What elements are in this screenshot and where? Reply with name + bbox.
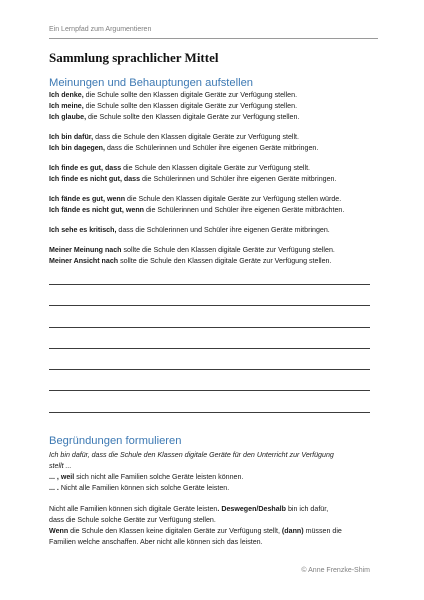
- phrase-line: Ich finde es gut, dass die Schule den Klassen digitale Geräte zur Verfügung stellt.: [49, 164, 311, 172]
- phrase-line: Meiner Meinung nach sollte die Schule den Klassen digitale Geräte zur Verfügung stellen.: [49, 246, 335, 254]
- writing-line: [49, 305, 370, 306]
- phrase-line: Ich finde es nicht gut, dass die Schülerinnen und Schüler ihre eigenen Geräte mitbringen.: [49, 175, 337, 183]
- phrase-group-1: [49, 90, 389, 123]
- page-title: Sammlung sprachlicher Mittel: [49, 50, 219, 65]
- phrase-line: Ich fände es gut, wenn die Schule den Klassen digitale Geräte zur Verfügung stellen würde.: [49, 195, 342, 203]
- writing-line: [49, 369, 370, 370]
- phrase-line: Nicht alle Familien können sich digitale Geräte leisten. Deswegen/Deshalb bin ich dafür,: [49, 505, 329, 513]
- phrase-line: Ich glaube, die Schule sollte den Klassen digitale Geräte zur Verfügung stellen.: [49, 113, 300, 121]
- section-heading-opinions: Meinungen und Behauptungen aufstellen: [49, 77, 254, 89]
- phrase-group-4: [49, 194, 389, 216]
- phrase-line: Meiner Ansicht nach sollte die Schule den Klassen digitale Geräte zur Verfügung stellen.: [49, 257, 332, 265]
- phrase-line: Wenn die Schule den Klassen keine digitalen Geräte zur Verfügung stellt, (dann) müssen die: [49, 527, 342, 535]
- phrase-line: Familien welche anschaffen. Aber nicht alle können sich das leisten.: [49, 538, 263, 546]
- phrase-group-6: [49, 245, 389, 267]
- phrase-group-5: [49, 225, 389, 236]
- page-header: Ein Lernpfad zum Argumentieren: [49, 26, 152, 33]
- reasons-intro: Ich bin dafür, dass die Schule den Klassen digitale Geräte für den Unterricht zur Verfügung stellt ... ... , weil sich nicht alle Familien solche Geräte leisten können. ... . Nicht alle Familien können sich solche Geräte leisten.: [49, 450, 389, 494]
- section-heading-reasons: Begründungen formulieren: [49, 435, 182, 447]
- writing-line: [49, 327, 370, 328]
- phrase-line: Ich meine, die Schule sollte den Klassen digitale Geräte zur Verfügung stellen.: [49, 102, 298, 110]
- phrase-line: Ich denke, die Schule sollte den Klassen digitale Geräte zur Verfügung stellen.: [49, 91, 298, 99]
- phrase-line: Ich fände es nicht gut, wenn die Schülerinnen und Schüler ihre eigenen Geräte mitbrächten.: [49, 206, 345, 214]
- phrase-group-3: [49, 163, 389, 185]
- phrase-line: Ich sehe es kritisch, dass die Schülerinnen und Schüler ihre eigenen Geräte mitbringen.: [49, 226, 330, 234]
- writing-line: [49, 284, 370, 285]
- phrase-line: ... , weil sich nicht alle Familien solche Geräte leisten können.: [49, 473, 244, 481]
- phrase-line: dass die Schule solche Geräte zur Verfügung stellen.: [49, 516, 216, 524]
- writing-line: [49, 348, 370, 349]
- writing-line: [49, 412, 370, 413]
- phrase-line: Ich bin dagegen, dass die Schülerinnen und Schüler ihre eigenen Geräte mitbringen.: [49, 144, 319, 152]
- page-footer: © Anne Frenzke-Shim: [301, 567, 370, 574]
- writing-line: [49, 390, 370, 391]
- phrase-group-2: [49, 132, 389, 154]
- reasons-examples: [49, 504, 389, 548]
- phrase-line: ... . Nicht alle Familien können sich solche Geräte leisten.: [49, 484, 230, 492]
- phrase-line: Ich bin dafür, dass die Schule den Klassen digitale Geräte zur Verfügung stellt.: [49, 133, 299, 141]
- header-divider: [49, 38, 378, 39]
- writing-lines: [49, 284, 370, 433]
